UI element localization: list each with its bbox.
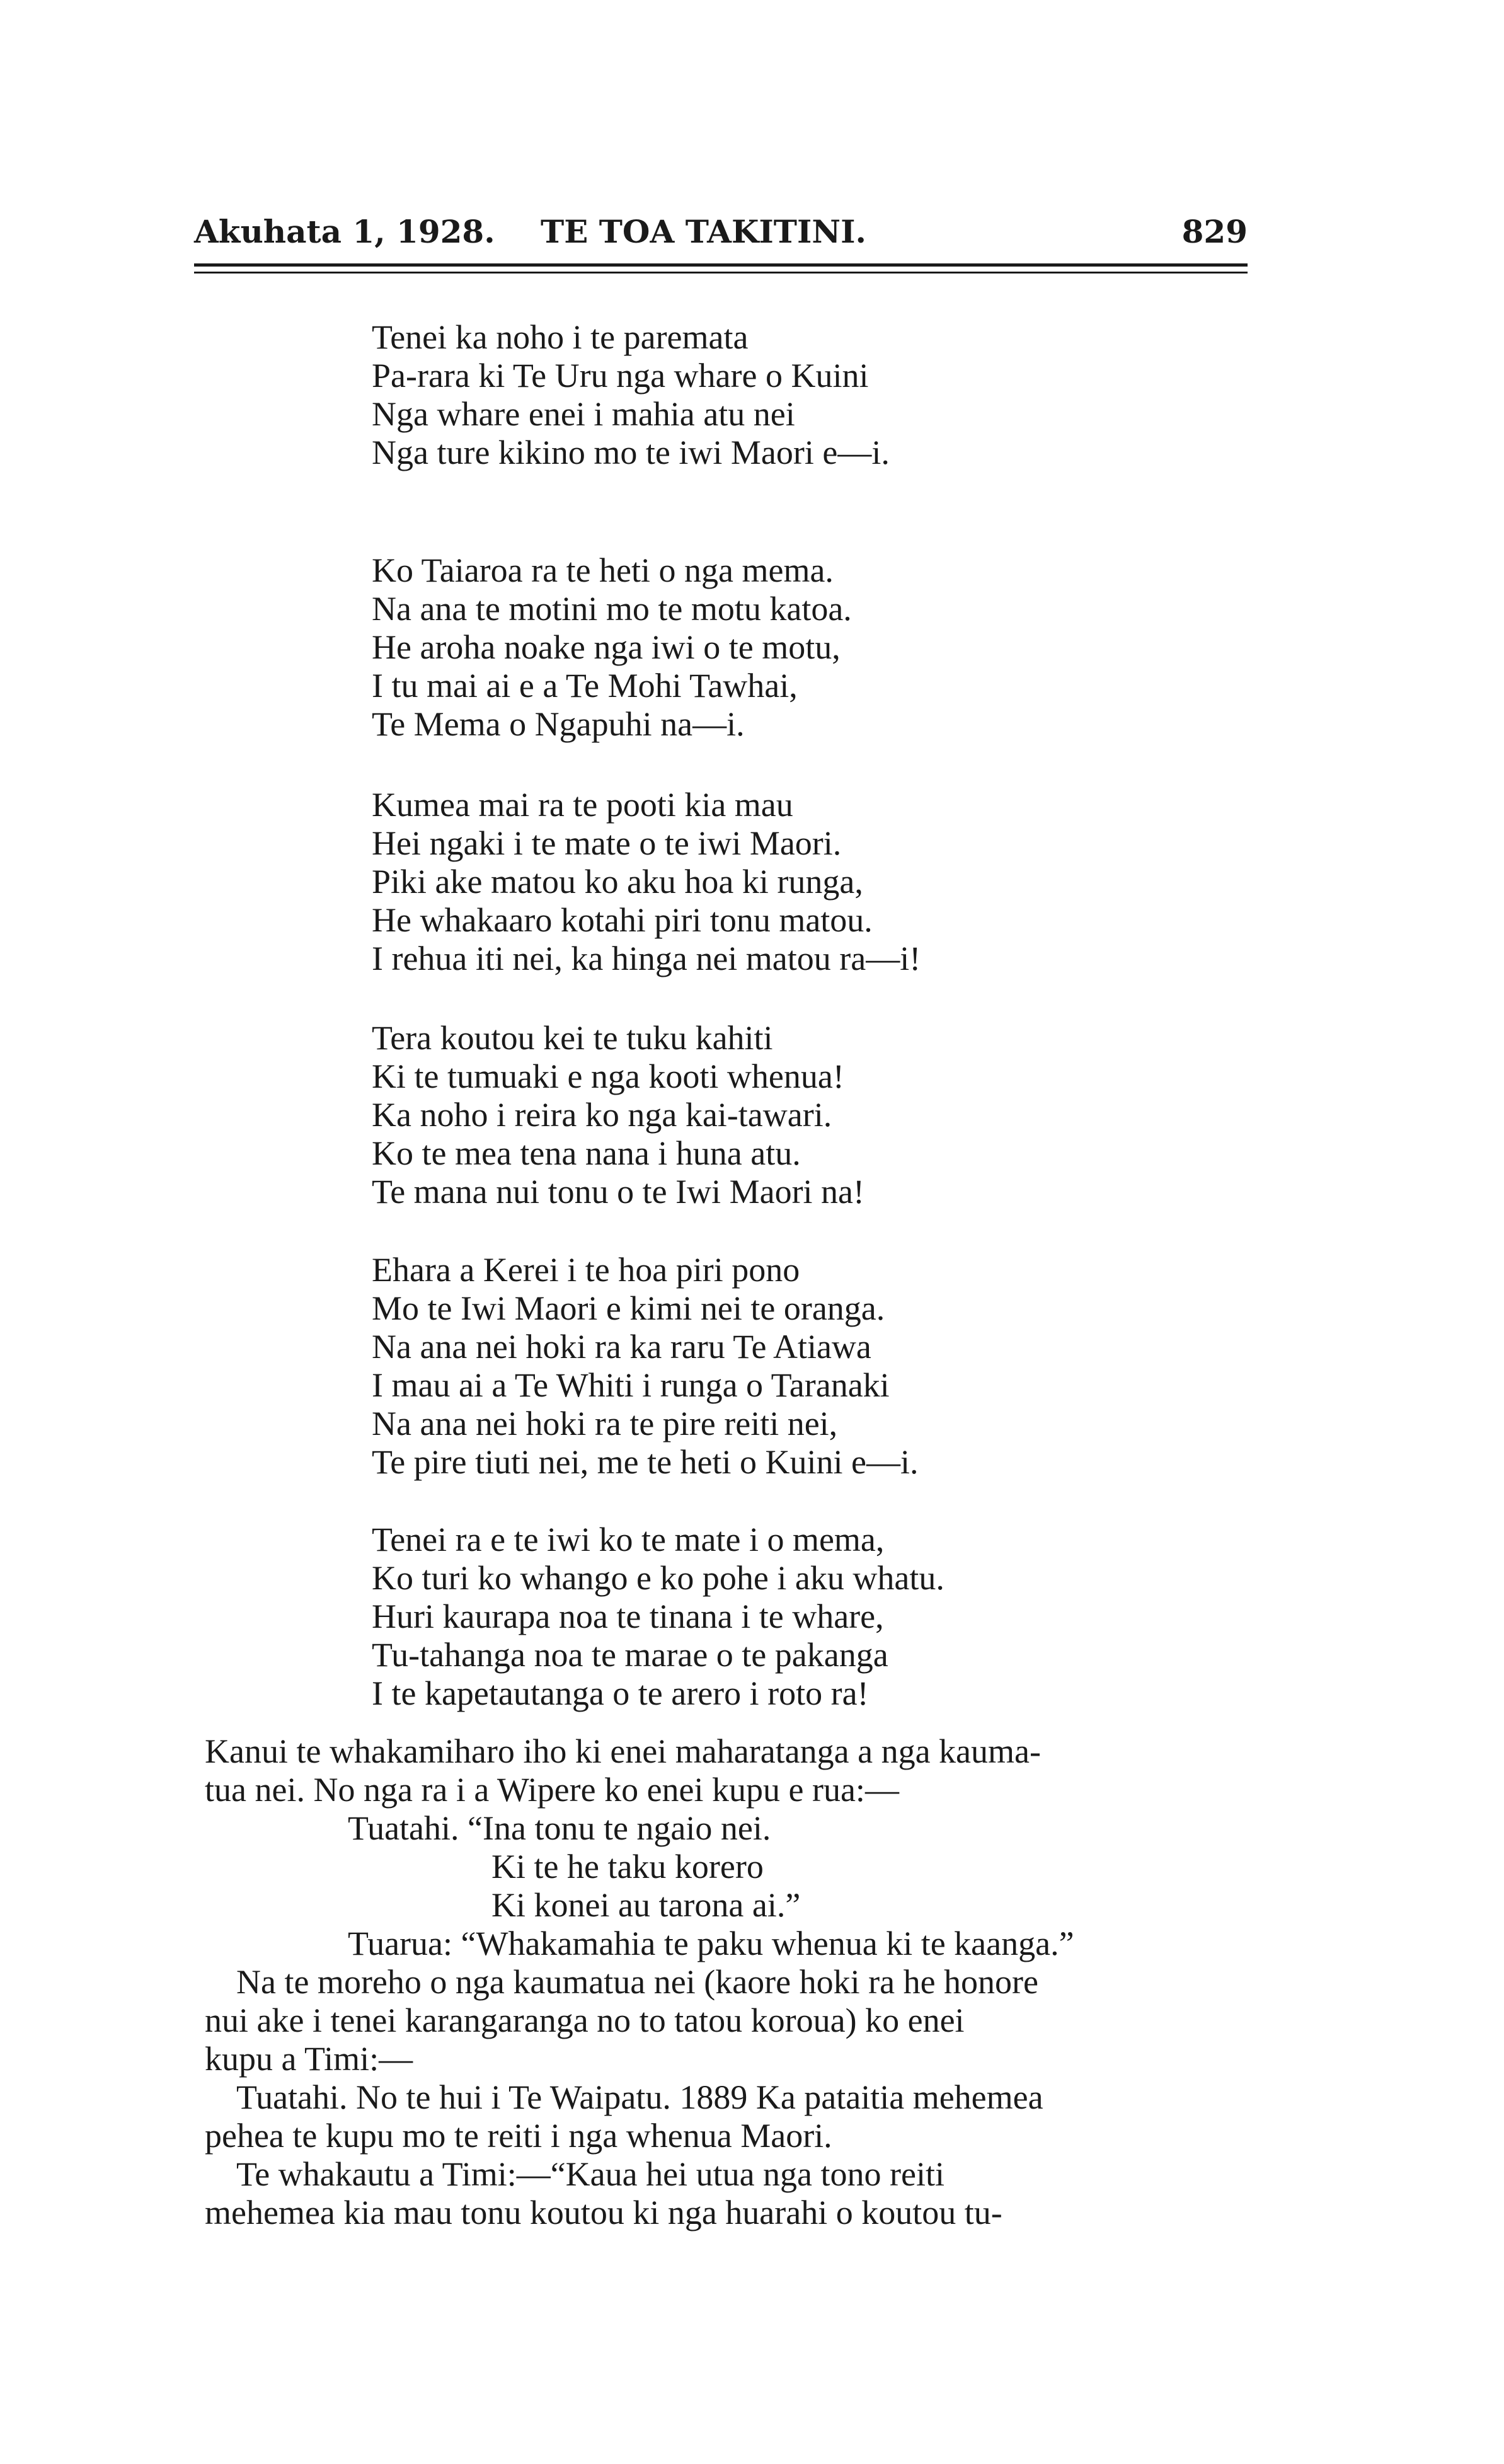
prose-line: pehea te kupu mo te reiti i nga whenua Maori. xyxy=(205,2117,832,2155)
verse-line: Na ana te motini mo te motu katoa. xyxy=(372,590,852,628)
verse-line: Ki te tumuaki e nga kooti whenua! xyxy=(372,1057,844,1095)
verse-line: Ka noho i reira ko nga kai-tawari. xyxy=(372,1096,832,1134)
paragraph-1 xyxy=(205,1732,1248,1809)
prose-line: Te whakautu a Timi:—“Kaua hei utua nga tono reiti xyxy=(236,2155,944,2193)
prose-line: mehemea kia mau tonu koutou ki nga huarahi o koutou tu- xyxy=(205,2194,1002,2231)
paragraph-2 xyxy=(205,1963,1248,2078)
prose-line: Ki konei au tarona ai.” xyxy=(491,1886,801,1924)
prose-line: Ki te he taku korero xyxy=(491,1848,764,1885)
verse-line: I rehua iti nei, ka hinga nei matou ra—i! xyxy=(372,940,921,977)
verse-line: Mo te Iwi Maori e kimi nei te oranga. xyxy=(372,1289,885,1327)
verse-line: Ehara a Kerei i te hoa piri pono xyxy=(372,1251,800,1289)
header-date: Akuhata 1, 1928. xyxy=(194,213,495,250)
verse-line: I mau ai a Te Whiti i runga o Taranaki xyxy=(372,1366,890,1404)
stanza-2 xyxy=(372,551,852,744)
verse-line: I te kapetautanga o te arero i roto ra! xyxy=(372,1674,869,1712)
header-rule xyxy=(194,263,1248,267)
verse-line: Tu-tahanga noa te marae o te pakanga xyxy=(372,1636,888,1674)
prose-line: Tuatahi. No te hui i Te Waipatu. 1889 Ka pataitia mehemea xyxy=(236,2078,1043,2116)
verse-line: Huri kaurapa noa te tinana i te whare, xyxy=(372,1598,884,1635)
stanza-3 xyxy=(372,786,921,978)
stanza-5 xyxy=(372,1251,919,1482)
verse-line: Tera koutou kei te tuku kahiti xyxy=(372,1019,773,1057)
prose-line: Na te moreho o nga kaumatua nei (kaore hoki ra he honore xyxy=(236,1963,1039,2001)
verse-line: Kumea mai ra te pooti kia mau xyxy=(372,786,793,824)
verse-line: Ko te mea tena nana i huna atu. xyxy=(372,1134,801,1172)
prose-line: Kanui te whakamiharo iho ki enei maharatanga a nga kauma- xyxy=(205,1732,1041,1770)
prose-line: Tuatahi. “Ina tonu te ngaio nei. xyxy=(348,1809,771,1847)
quote-tuatahi xyxy=(348,1809,800,1925)
page-number: 829 xyxy=(1181,213,1248,250)
running-header xyxy=(194,213,1248,265)
verse-line: Ko Taiaroa ra te heti o nga mema. xyxy=(372,551,834,589)
stanza-1 xyxy=(372,318,890,472)
prose-line: kupu a Timi:— xyxy=(205,2040,413,2078)
verse-line: Na ana nei hoki ra ka raru Te Atiawa xyxy=(372,1328,871,1366)
verse-line: Hei ngaki i te mate o te iwi Maori. xyxy=(372,824,842,862)
verse-line: Te Mema o Ngapuhi na—i. xyxy=(372,705,745,743)
verse-line: Ko turi ko whango e ko pohe i aku whatu. xyxy=(372,1559,944,1597)
verse-line: Nga ture kikino mo te iwi Maori e—i. xyxy=(372,434,890,471)
verse-line: Tenei ra e te iwi ko te mate i o mema, xyxy=(372,1521,885,1558)
prose-line: nui ake i tenei karangaranga no to tatou koroua) ko enei xyxy=(205,2001,965,2039)
quote-tuarua xyxy=(348,1925,1074,1963)
verse-line: Tenei ka noho i te paremata xyxy=(372,318,749,356)
verse-line: He aroha noake nga iwi o te motu, xyxy=(372,628,841,666)
verse-line: Nga whare enei i mahia atu nei xyxy=(372,395,795,433)
verse-line: Te mana nui tonu o te Iwi Maori na! xyxy=(372,1173,864,1211)
prose-line: tua nei. No nga ra i a Wipere ko enei kupu e rua:— xyxy=(205,1771,899,1809)
verse-line: Na ana nei hoki ra te pire reiti nei, xyxy=(372,1405,838,1442)
paragraph-3 xyxy=(205,2078,1248,2155)
verse-line: Te pire tiuti nei, me te heti o Kuini e—i. xyxy=(372,1443,919,1481)
verse-line: I tu mai ai e a Te Mohi Tawhai, xyxy=(372,667,798,705)
stanza-6 xyxy=(372,1521,944,1713)
stanza-4 xyxy=(372,1019,864,1211)
verse-line: Piki ake matou ko aku hoa ki runga, xyxy=(372,863,863,901)
verse-line: Pa-rara ki Te Uru nga whare o Kuini xyxy=(372,357,869,394)
paragraph-4 xyxy=(205,2155,1248,2232)
verse-line: He whakaaro kotahi piri tonu matou. xyxy=(372,901,873,939)
prose-line: Tuarua: “Whakamahia te paku whenua ki te kaanga.” xyxy=(348,1925,1074,1962)
header-rule-double xyxy=(194,272,1248,273)
header-title: TE TOA TAKITINI. xyxy=(541,213,866,250)
